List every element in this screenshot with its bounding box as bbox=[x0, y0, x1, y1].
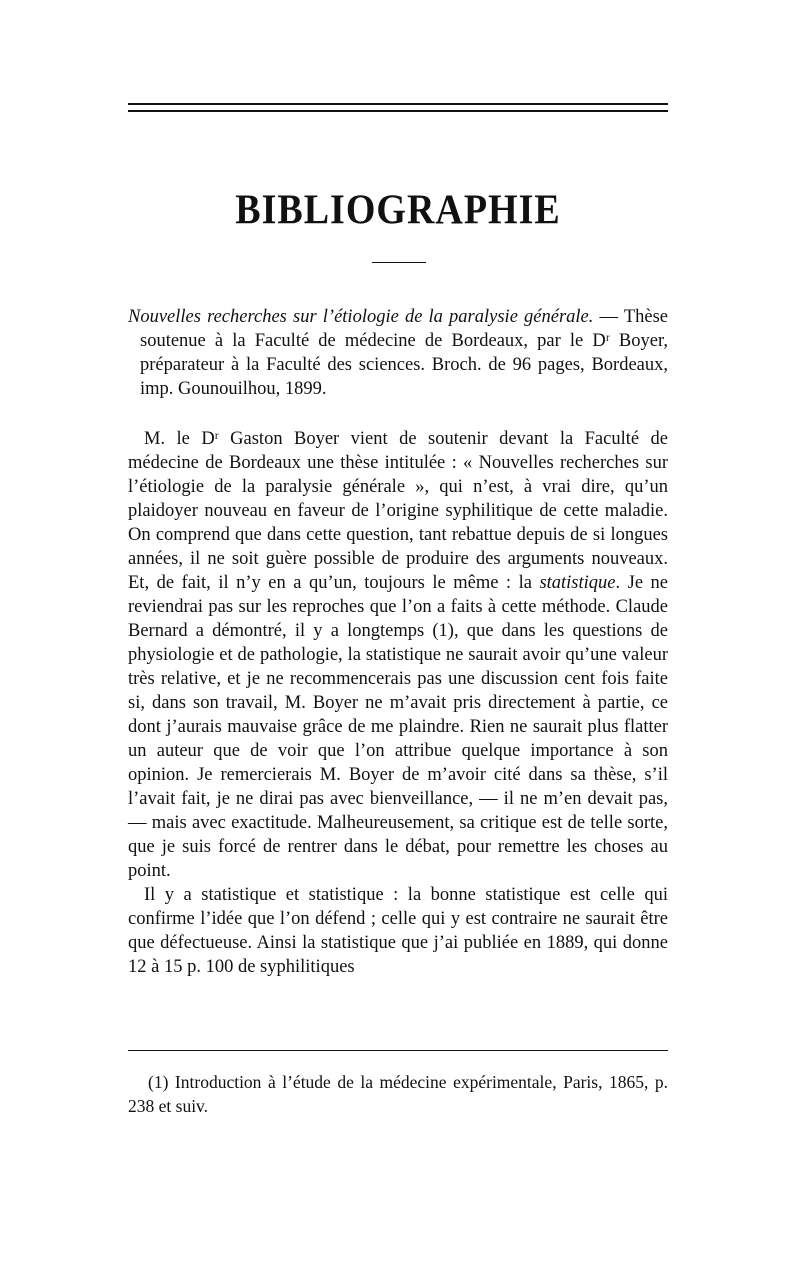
footnote: (1) Introduction à l’étude de la médecine expérimentale, Paris, 1865, p. 238 et suiv. bbox=[128, 1072, 668, 1116]
page-title: BIBLIOGRAPHIE bbox=[235, 186, 561, 234]
page bbox=[128, 0, 668, 1270]
review-p1-start: M. le Dʳ Gaston Boyer vient de soutenir devant la Faculté de médecine de Bordeaux une thèse intitulée : « Nouvelles recherches sur l’étiologie de la paralysie générale », qui n’est, à vrai dire, qu’un plaidoyer nouveau en faveur de l’origine syphilitique de cette maladie. On comprend que dans cette question, tant rebattue depuis de si longues années, il ne soit guère possible de produire des arguments nouveaux. Et, de fait, il n’y en a qu’un, toujours le même : la bbox=[128, 429, 668, 593]
review-p1-emphasis: statistique bbox=[539, 573, 616, 593]
entry-spacer bbox=[128, 401, 668, 427]
bibliography-entry bbox=[128, 305, 668, 401]
title-underline-rule bbox=[372, 262, 426, 263]
entry-details: — Thèse soutenue à la Faculté de médecine de Bordeaux, par le Dʳ Boyer, préparateur à la Faculté des sciences. Broch. de 96 pages, Bordeaux, imp. Gounouilhou, 1899. bbox=[140, 307, 668, 399]
footnote-rule bbox=[128, 1050, 668, 1051]
main-text bbox=[128, 305, 668, 979]
review-paragraph-2: Il y a statistique et statistique : la bonne statistique est celle qui confirme l’idée que l’on défend ; celle qui y est contraire ne saurait être que défectueuse. Ainsi la statistique que j’ai publiée en 1889, qui donne 12 à 15 p. 100 de syphilitiques bbox=[128, 885, 668, 977]
entry-title: Nouvelles recherches sur l’étiologie de la paralysie générale. bbox=[128, 307, 594, 327]
review-paragraph-1 bbox=[128, 427, 668, 883]
header-double-rule bbox=[128, 103, 668, 112]
review-p1-end: . Je ne reviendrai pas sur les reproches que l’on a faits à cette méthode. Claude Bernard a démontré, il y a longtemps (1), que dans les questions de physiologie et de pathologie, la statistique ne saurait avoir qu’une valeur très relative, et je ne recommencerais pas une discussion cent fois faite si, dans son travail, M. Boyer ne m’avait pris directement à partie, ce dont j’aurais mauvaise grâce de me plaindre. Rien ne saurait plus flatter un auteur que de voir que l’on attribue quelque importance à son opinion. Je remercierais M. Boyer de m’avoir cité dans sa thèse, s’il l’avait fait, je ne dirai pas avec bienveillance, — il ne m’en devait pas, — mais avec exactitude. Malheureusement, sa critique est de telle sorte, que je suis forcé de rentrer dans le débat, pour remettre les choses au point. bbox=[128, 573, 669, 881]
